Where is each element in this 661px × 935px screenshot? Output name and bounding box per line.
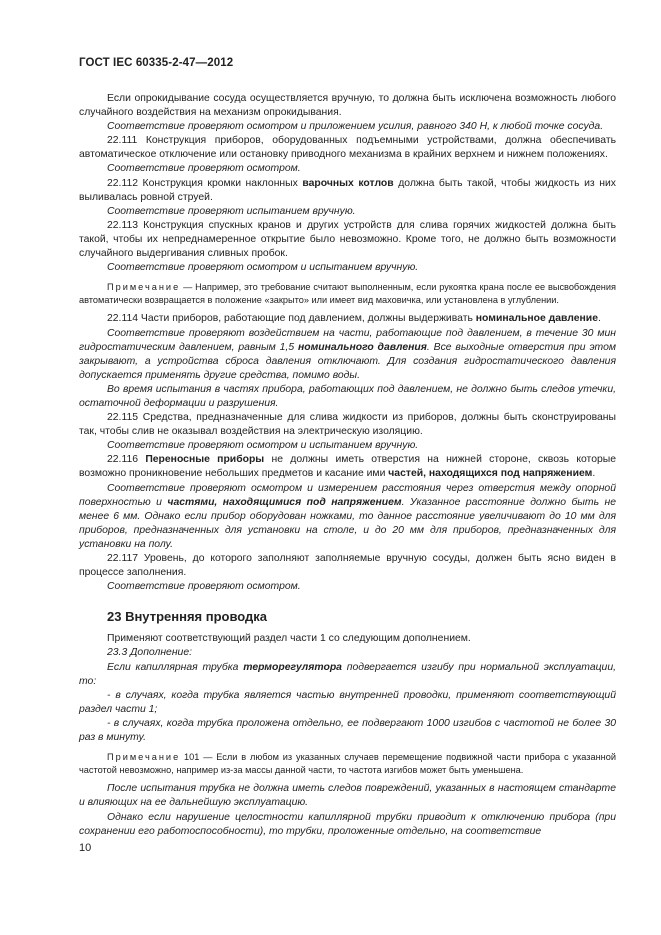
text-run: Соответствие проверяют осмотром и измерением расстояния через отверстия между опорной поверхностью и [79, 482, 616, 508]
clause-22-112 [79, 177, 616, 205]
text-run: подвергается изгибу при нормальной эксплуатации, то: [79, 661, 616, 687]
compliance-paragraph: Соответствие проверяют испытанием вручную. [107, 205, 356, 217]
defined-term: терморегулятора [243, 661, 342, 673]
text-run: 22.116 [107, 454, 146, 466]
clause-22-114 [79, 312, 616, 326]
clause-22-115: 22.115 Средства, предназначенные для слива жидкости из приборов, должны быть сконструированы так, чтобы слив не оказывал воздействия на электрическую изоляцию. [79, 412, 616, 438]
text-run: не должны иметь отверстия на нижней стороне, сквозь которые возможно проникновение небольших предметов и касание ими [79, 454, 617, 480]
defined-term: Переносные приборы [145, 454, 265, 466]
clause-22-117: 22.117 Уровень, до которого заполняют заполняемые вручную сосуды, должен быть ясно виден в процессе заполнения. [79, 553, 616, 579]
paragraph [79, 661, 616, 689]
text-run: . [592, 468, 596, 480]
compliance-paragraph: Соответствие проверяют осмотром и испытанием вручную. [107, 440, 419, 452]
compliance-paragraph: Соответствие проверяют осмотром. [107, 581, 301, 593]
clause-22-113: 22.113 Конструкция спускных кранов и других устройств для слива горячих жидкостей должна быть такой, чтобы их непреднамеренное открытие было невозможно. Кроме того, не должно быть возможности случайного выдергивания сливных пробок. [79, 219, 616, 260]
text-run: . Все выходные отверстия при этом закрывают, а устройства сброса давления отключают. Для создания гидростатического давления допускается применять другие средства, помимо воды. [79, 341, 616, 381]
text-run: . [597, 313, 601, 325]
note [79, 751, 616, 776]
compliance-paragraph [79, 482, 616, 552]
defined-term: варочных котлов [302, 177, 394, 189]
defined-term: номинального давления [297, 341, 427, 353]
text-run: 22.114 Части приборов, работающие под давлением, должны выдерживать [107, 313, 476, 325]
note-label: Примечание [107, 282, 181, 293]
text-run: должна быть такой, чтобы жидкость из них выливалась ровной струей. [79, 177, 616, 203]
compliance-paragraph: Соответствие проверяют осмотром и испытанием вручную. [107, 262, 419, 274]
note-text: — Например, это требование считают выполненным, если рукоятка крана после ее высвобождения автоматически возвращается в положение «закрыто» или имеет вид маховичка, или установлена в углублении. [79, 282, 616, 305]
page-number: 10 [79, 842, 92, 854]
text-run: Соответствие проверяют воздействием на части, работающие под давлением, в течение 30 мин гидростатическим давлением, равным 1,5 [79, 327, 616, 353]
paragraph: Однако если нарушение целостности капиллярной трубки приводит к отключению прибора (при сохранении его работоспособности), то трубки, проложенные отдельно, на соответствие [79, 811, 616, 837]
compliance-paragraph: Соответствие проверяют осмотром. [107, 163, 301, 175]
clause-22-116 [79, 453, 616, 481]
note [79, 281, 616, 306]
section-title: 23 Внутренняя проводка [107, 609, 268, 625]
text-run: . Указанное расстояние должно быть не менее 6 мм. Однако если прибор оборудован ножками, то данное расстояние увеличивают до 10 мм для приборов, предназначенных для установки на столе, и до 20 мм для приборов, предназначенных для установки на полу. [79, 496, 617, 550]
paragraph: Применяют соответствующий раздел части 1 со следующим дополнением. [107, 633, 471, 645]
paragraph: Если опрокидывание сосуда осуществляется вручную, то должна быть исключена возможность любого случайного воздействия на механизм опрокидывания. [79, 93, 616, 119]
paragraph: После испытания трубка не должна иметь следов повреждений, указанных в настоящем стандарте и влияющих на ее дальнейшую эксплуатацию. [79, 783, 616, 809]
defined-term: номинальное давление [475, 313, 598, 325]
compliance-paragraph [79, 327, 616, 383]
note-label: Примечание [107, 752, 181, 763]
defined-term: частей, находящихся под напряжением [388, 468, 593, 480]
note-text: 101 — Если в любом из указанных случаев перемещение подвижной части прибора с указанной частотой невозможно, например из-за массы данной части, то частота изгибов может быть уменьшена. [79, 752, 616, 775]
compliance-paragraph: Соответствие проверяют осмотром и приложением усилия, равного 340 Н, к любой точке сосуда. [107, 121, 604, 133]
clause-23-3: 23.3 Дополнение: [107, 647, 192, 659]
list-item: - в случаях, когда трубка является частью внутренней проводки, применяют соответствующий раздел части 1; [79, 689, 616, 715]
text-run: 22.112 Конструкция кромки наклонных [107, 177, 303, 189]
list-item: - в случаях, когда трубка проложена отдельно, ее подвергают 1000 изгибов с частотой не более 30 раз в минуту. [79, 717, 616, 744]
defined-term: частями, находящимися под напряжением [167, 496, 402, 508]
compliance-paragraph: Во время испытания в частях прибора, работающих под давлением, не должно быть следов утечки, остаточной деформации и разрушения. [79, 383, 616, 409]
clause-22-111: 22.111 Конструкция приборов, оборудованных подъемными устройствами, должна обеспечивать автоматическое отключение или остановку приводного механизма в крайних верхнем и нижнем положениях. [79, 135, 616, 161]
document-header: ГОСТ IEC 60335-2-47—2012 [79, 57, 234, 69]
document-body [79, 92, 616, 839]
text-run: Если капиллярная трубка [107, 661, 244, 673]
